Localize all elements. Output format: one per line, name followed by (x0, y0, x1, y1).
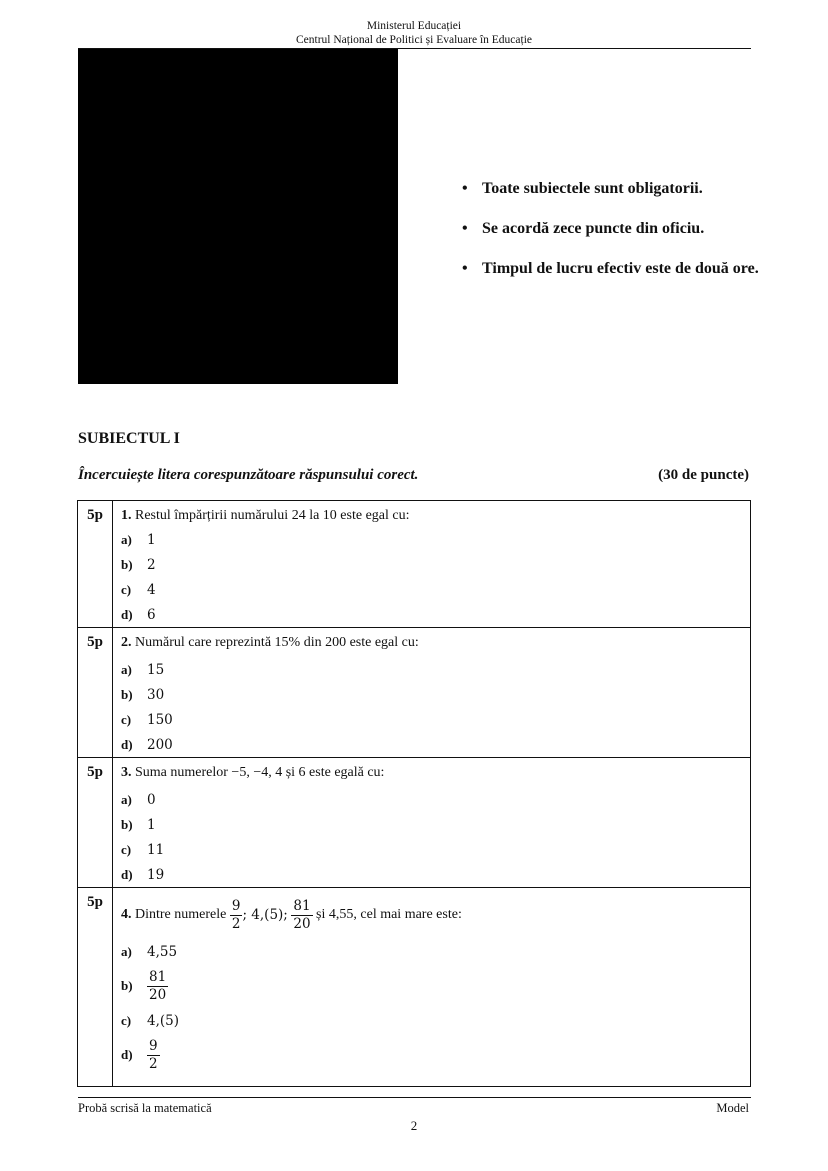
option-letter: b) (121, 687, 133, 702)
fraction-numerator: 81 (293, 897, 311, 914)
option-letter: c) (121, 842, 132, 857)
option[interactable] (121, 837, 742, 862)
question-body (113, 628, 751, 758)
question-text (121, 634, 742, 654)
instruction-item: • Se acordă zece puncte din oficiu. (462, 220, 759, 260)
option[interactable] (121, 939, 742, 964)
question-text (121, 764, 742, 784)
subject-points: (30 de puncte) (658, 467, 749, 483)
option-value: 1 (147, 817, 156, 833)
question-text (121, 507, 742, 527)
option-value: 30 (147, 687, 165, 703)
option[interactable] (121, 602, 742, 627)
option[interactable] (121, 1008, 742, 1033)
option[interactable] (121, 682, 742, 707)
fraction-denominator: 2 (231, 915, 241, 932)
option-letter: c) (121, 1013, 132, 1028)
option[interactable] (121, 787, 742, 812)
option[interactable] (121, 1033, 742, 1077)
option-letter: b) (121, 978, 133, 993)
option-value: 200 (147, 737, 173, 753)
fraction-denominator: 20 (149, 986, 167, 1003)
question-row (78, 888, 751, 1087)
option[interactable] (121, 812, 742, 837)
option-value: 6 (147, 607, 156, 623)
option-letter: d) (121, 1047, 133, 1062)
fraction (230, 898, 243, 933)
option[interactable] (121, 964, 742, 1008)
option-letter: d) (121, 737, 133, 752)
question-statement-mid: ; 4,(5); (242, 907, 288, 923)
question-points: 5p (78, 758, 113, 888)
option[interactable] (121, 577, 742, 602)
option-letter: c) (121, 582, 132, 597)
question-number: 2. (121, 635, 132, 650)
question-row (78, 758, 751, 888)
question-statement: Numărul care reprezintă 15% din 200 este egal cu: (135, 635, 419, 650)
option-value: 150 (147, 712, 173, 728)
fraction-numerator: 9 (231, 897, 241, 914)
option-letter: a) (121, 532, 132, 547)
question-row (78, 628, 751, 758)
page-number: 2 (410, 1118, 418, 1133)
option-letter: a) (121, 944, 132, 959)
option-letter: a) (121, 662, 132, 677)
option-letter: d) (121, 607, 133, 622)
questions-table (77, 500, 751, 1087)
header-ministry: Ministerul Educației (366, 20, 462, 32)
question-text (121, 894, 742, 936)
question-number: 3. (121, 765, 132, 780)
fraction (291, 898, 312, 933)
option-value: 4 (147, 582, 156, 598)
option[interactable] (121, 657, 742, 682)
subject-instruction: Încercuiește litera corespunzătoare răspunsului corect. (78, 467, 419, 483)
option-value: 15 (147, 662, 165, 678)
question-body (113, 758, 751, 888)
option[interactable] (121, 527, 742, 552)
question-statement: Suma numerelor −5, −4, 4 și 6 este egală cu: (135, 765, 385, 780)
option[interactable] (121, 732, 742, 757)
option[interactable] (121, 707, 742, 732)
option[interactable] (121, 862, 742, 887)
question-statement-prefix: Dintre numerele (135, 907, 227, 922)
redacted-block (78, 49, 398, 384)
fraction (147, 969, 168, 1004)
instruction-item: • Timpul de lucru efectiv este de două ore. (462, 260, 759, 300)
instruction-item: • Toate subiectele sunt obligatorii. (462, 180, 759, 220)
fraction-denominator: 2 (149, 1055, 158, 1072)
question-body (113, 888, 751, 1087)
footer-rule (78, 1097, 751, 1098)
question-statement: Restul împărțirii numărului 24 la 10 este egal cu: (135, 508, 410, 523)
fraction-numerator: 81 (149, 968, 167, 985)
option-letter: b) (121, 817, 133, 832)
fraction-denominator: 20 (293, 915, 311, 932)
question-number: 1. (121, 508, 132, 523)
footer-exam-name: Probă scrisă la matematică (78, 1101, 212, 1115)
option-value: 1 (147, 532, 156, 548)
option-value: 4,55 (147, 944, 178, 960)
option-value: 11 (147, 842, 165, 858)
fraction (147, 1038, 160, 1073)
option-value: 2 (147, 557, 156, 573)
option-value: 0 (147, 792, 156, 808)
option-letter: d) (121, 867, 133, 882)
subject-title: SUBIECTUL I (78, 430, 180, 447)
option-letter: c) (121, 712, 132, 727)
question-number: 4. (121, 907, 132, 922)
header-center: Centrul Național de Politici și Evaluare în Educație (295, 34, 532, 46)
option[interactable] (121, 552, 742, 577)
option-value: 19 (147, 867, 165, 883)
question-points: 5p (78, 501, 113, 628)
question-body (113, 501, 751, 628)
question-points: 5p (78, 628, 113, 758)
question-points: 5p (78, 888, 113, 1087)
footer-model: Model (716, 1101, 749, 1115)
option-letter: a) (121, 792, 132, 807)
question-statement-suffix: și 4,55, cel mai mare este: (316, 907, 462, 922)
option-value: 4,(5) (147, 1013, 180, 1029)
fraction-numerator: 9 (149, 1037, 158, 1054)
instructions-list (462, 180, 759, 300)
question-row (78, 501, 751, 628)
option-letter: b) (121, 557, 133, 572)
